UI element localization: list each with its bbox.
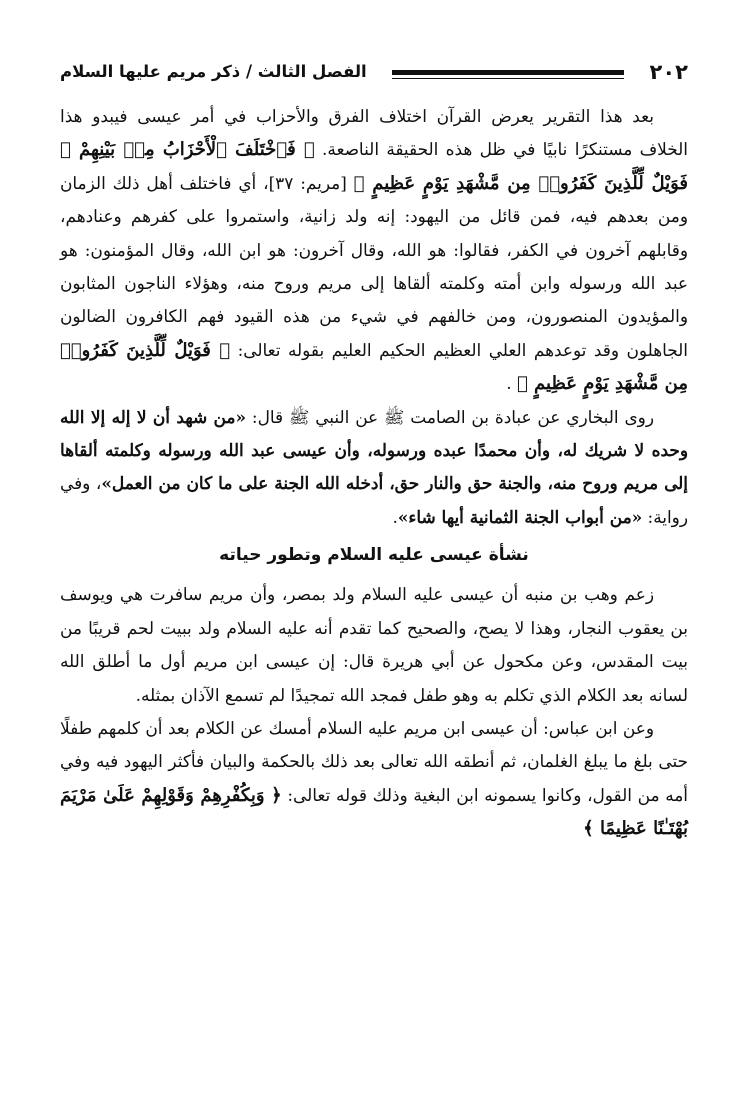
page-number: ٢٠٢ [649,60,688,84]
running-title: الفصل الثالث / ذكر مريم عليها السلام [60,62,367,81]
hadith-quote-2: «من أبواب الجنة الثمانية أيها شاء» [397,506,643,527]
page-body [60,100,688,846]
paragraph-2-text-a: روى البخاري عن عبادة بن الصامت ﷺ عن النبي ﷺ قال: [246,406,654,427]
paragraph-3: زعم وهب بن منبه أن عيسى عليه السلام ولد بمصر، وأن مريم سافرت هي ويوسف بن يعقوب النجار، وهذا لا يصح، والصحيح كما تقدم أنه عليه السلام ولد ببيت لحم قريبًا من بيت المقدس، وعن مكحول عن أبي هريرة قال: إن عيسى ابن مريم أول ما أطلق الله لسانه بعد الكلام الذي تكلم به وهو طفل فمجد الله تمجيدًا لم تسمع الآذان بمثله. [60,584,688,705]
hadith-quote-1: «من شهد أن لا إله إلا الله وحده لا شريك له، وأن محمدًا عبده ورسوله، وأن عيسى عبد الله ورسوله وكلمته ألقاها إلى مريم وروح منه، والجنة حق والنار حق، أدخله الله الجنة على ما كان من العمل» [60,406,688,494]
paragraph-1-end: . [506,373,517,394]
paragraph-1-text-b: أي فاختلف أهل ذلك الزمان ومن بعدهم فيه، فمن قائل من اليهود: إنه ولد زانية، واستمروا على كفرهم وعنادهم، وقابلهم آخرون في الكفر، فقالوا: هو الله، وقال آخرون: هو ابن الله، وقال المؤمنون: هو عبد الله ورسوله وابن أمته وكلمته ألقاها إلى مريم وروح منه، وهؤلاء الناجون المثابون والمؤيدون المنصورون، ومن خالفهم في شيء من هذه القيود فهم الكافرون الضالون الجاهلون وقد توعدهم العلي العظيم الحكيم العليم بقوله تعالى: [60,172,688,360]
paragraph-4-text: وعن ابن عباس: أن عيسى ابن مريم عليه السلام أمسك عن الكلام بعد أن كلمهم طفلًا حتى بلغ ما يبلغ الغلمان، ثم أنطقه الله تعالى بعد ذلك بالحكمة والبيان فأكثر اليهود فيه وفي أمه من القول، وكانوا يسمونه ابن البغية وذلك قوله تعالى: [60,717,688,805]
paragraph-1-text-a: بعد هذا التقرير يعرض القرآن اختلاف الفرق والأحزاب في أمر عيسى فيبدو هذا الخلاف مستنكرًا نابيًا في ظل هذه الحقيقة الناصعة. [60,106,688,160]
paragraph-4 [60,712,688,846]
quran-verse-1: ﴿ فَٱخْتَلَفَ ٱلْأَحْزَابُ مِنۢ بَيْنِهِمْ ۖ فَوَيْلٌ لِّلَّذِينَ كَفَرُوا۟ مِن مَّشْهَدِ يَوْمٍ عَظِيمٍ ﴾ [60,139,688,194]
paragraph-1 [60,100,688,401]
verse-reference: [مريم: ٣٧]، [263,172,354,193]
quran-verse-2: ﴿ فَوَيْلٌ لِّلَّذِينَ كَفَرُوا۟ مِن مَّشْهَدِ يَوْمٍ عَظِيمٍ ﴾ [60,339,688,395]
page-header [60,56,688,90]
header-rule [392,70,624,75]
header-rule-thin [392,78,624,79]
paragraph-2 [60,401,688,535]
section-title: نشأة عيسى عليه السلام وتطور حياته [219,545,529,566]
quran-verse-3: ﴿ وَبِكُفْرِهِمْ وَقَوْلِهِمْ عَلَىٰ مَرْيَمَ بُهْتَـٰنًا عَظِيمًا ﴾ [60,784,688,840]
paragraph-2-end: . [392,506,398,527]
paragraph-2-text-b: ، وفي رواية: [60,473,688,527]
